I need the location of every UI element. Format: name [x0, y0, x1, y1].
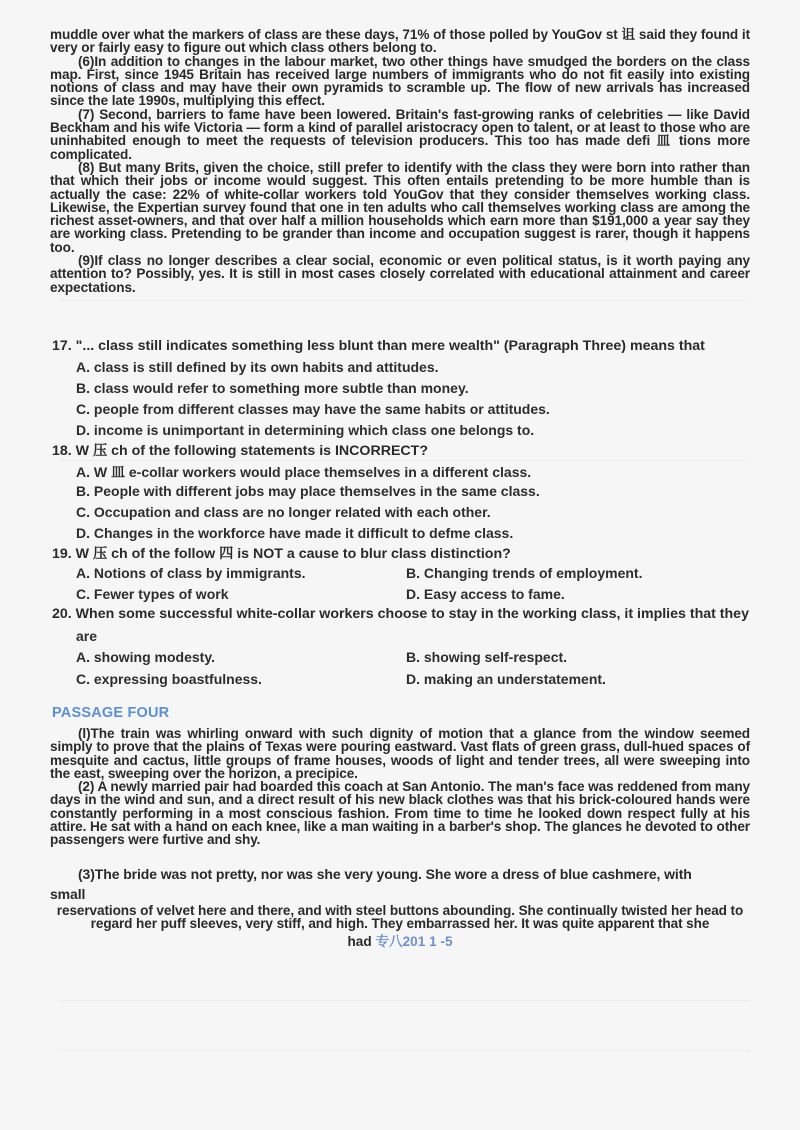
passage-four-paragraph-1: (l)The train was whirling onward with such dignity of motion that a glance from the window seemed simply to prove that the plains of Texas were pouring eastward. Vast flats of green grass, dull-hued spaces of mesquite and cactus, little groups of frame houses, woods of light and tender trees, all were sweeping into the east, sweeping over the horizon, a precipice. — [50, 726, 750, 781]
paragraph-9: (9)If class no longer describes a clear social, economic or even political status, is it worth paying any attention to? Possibly, yes. It is still in most cases closely correlated with educational attainment and career expectations. — [50, 253, 750, 295]
page-number: 专八201 1 -5 — [375, 934, 453, 949]
question-17-option-a: A. class is still defined by its own habits and attitudes. — [76, 359, 439, 375]
question-18-option-b: B. People with different jobs may place themselves in the same class. — [76, 483, 540, 499]
passage-four-paragraph-3 — [50, 864, 750, 904]
question-19-option-c: C. Fewer types of work — [76, 586, 229, 602]
question-19-option-d: D. Easy access to fame. — [406, 586, 565, 602]
paragraph-3-line-1: (3)The bride was not pretty, nor was she very young. She wore a dress of blue cashmere, with — [78, 866, 692, 882]
question-17-option-d: D. income is unimportant in determining which class one belongs to. — [76, 422, 535, 438]
question-19-stem: 19. W 压 ch of the follow 四 is NOT a cause to blur class distinction? — [52, 546, 511, 562]
question-20-option-c: C. expressing boastfulness. — [76, 671, 262, 687]
question-20-option-a: A. showing modesty. — [76, 649, 215, 665]
question-19-option-b: B. Changing trends of employment. — [406, 565, 643, 581]
question-17-option-b: B. class would refer to something more subtle than money. — [76, 380, 469, 396]
question-17-stem: 17. "... class still indicates something less blunt than mere wealth" (Paragraph Three) means that — [52, 338, 705, 354]
passage-four-paragraph-2: (2) A newly married pair had boarded this coach at San Antonio. The man's face was reddened from many days in the wind and sun, and a direct result of his new black clothes was that his brick-coloured hands were constantly performing in a most conscious fashion. From time to time he looked down respect fully at his attire. He sat with a hand on each knee, like a man waiting in a barber's shop. The glances he devoted to other passengers were furtive and shy. — [50, 779, 750, 848]
paragraph-8: (8) But many Brits, given the choice, still prefer to identify with the class they were born into rather than that which their jobs or income would suggest. This often entails pretending to be more humble than is actually the case: 22% of white-collar workers told YouGov that they consider themselves working class. Likewise, the Expertian survey found that one in ten adults who call themselves working class are among the richest asset-owners, and that over half a million households which earn more than $191,000 a year say they are working class. Pretending to be grander than income and occupation suggest is rarer, though it happens too. — [50, 159, 750, 255]
question-20-option-d: D. making an understatement. — [406, 671, 606, 687]
paragraph-3-continued: reservations of velvet here and there, and with steel buttons abounding. She continually twisted her head to regard her puff sleeves, very stiff, and high. They embarrassed her. It was quite apparent that she — [56, 903, 744, 932]
paragraph-3-line-2: small — [50, 886, 86, 902]
question-17-option-c: C. people from different classes may have the same habits or attitudes. — [76, 401, 550, 417]
passage-four-body — [50, 727, 750, 847]
passage-four-heading: PASSAGE FOUR — [52, 705, 170, 721]
question-20-stem: 20. When some successful white-collar workers choose to stay in the working class, it implies that they — [52, 606, 749, 622]
page-footer — [0, 930, 800, 950]
question-18-option-c: C. Occupation and class are no longer related with each other. — [76, 504, 491, 520]
paragraph-7: (7) Second, barriers to fame have been lowered. Britain's fast-growing ranks of celebrities — like David Beckham and his wife Victoria — form a kind of parallel aristocracy open to talent, or at least to those who are uninhabited enough to meet the requests of television producers. This too has made defi 皿 tions more complicated. — [50, 106, 750, 162]
question-18-option-d: D. Changes in the workforce have made it difficult to defme class. — [76, 525, 514, 541]
question-20-stem-continued: are — [76, 628, 98, 644]
footer-word: had — [347, 934, 372, 949]
paragraph-6: (6)In addition to changes in the labour market, two other things have smudged the borders on the class map. First, since 1945 Britain has received large numbers of immigrants who do not fit easily into existing notions of class and may have their own pyramids to scramble up. The flow of new arrivals has increased since the late 1990s, multiplying this effect. — [50, 53, 750, 109]
question-19-option-a: A. Notions of class by immigrants. — [76, 565, 306, 581]
question-18-option-a: A. W 皿 e-collar workers would place themselves in a different class. — [76, 464, 532, 480]
question-20-option-b: B. showing self-respect. — [406, 649, 568, 665]
question-18-stem: 18. W 压 ch of the following statements is INCORRECT? — [52, 443, 428, 459]
passage-three-paragraphs — [50, 28, 750, 294]
paragraph-5-end: muddle over what the markers of class are these days, 71% of those polled by YouGov st 诅 said they found it very or fairly easy to figure out which class others belong to. — [50, 27, 750, 56]
